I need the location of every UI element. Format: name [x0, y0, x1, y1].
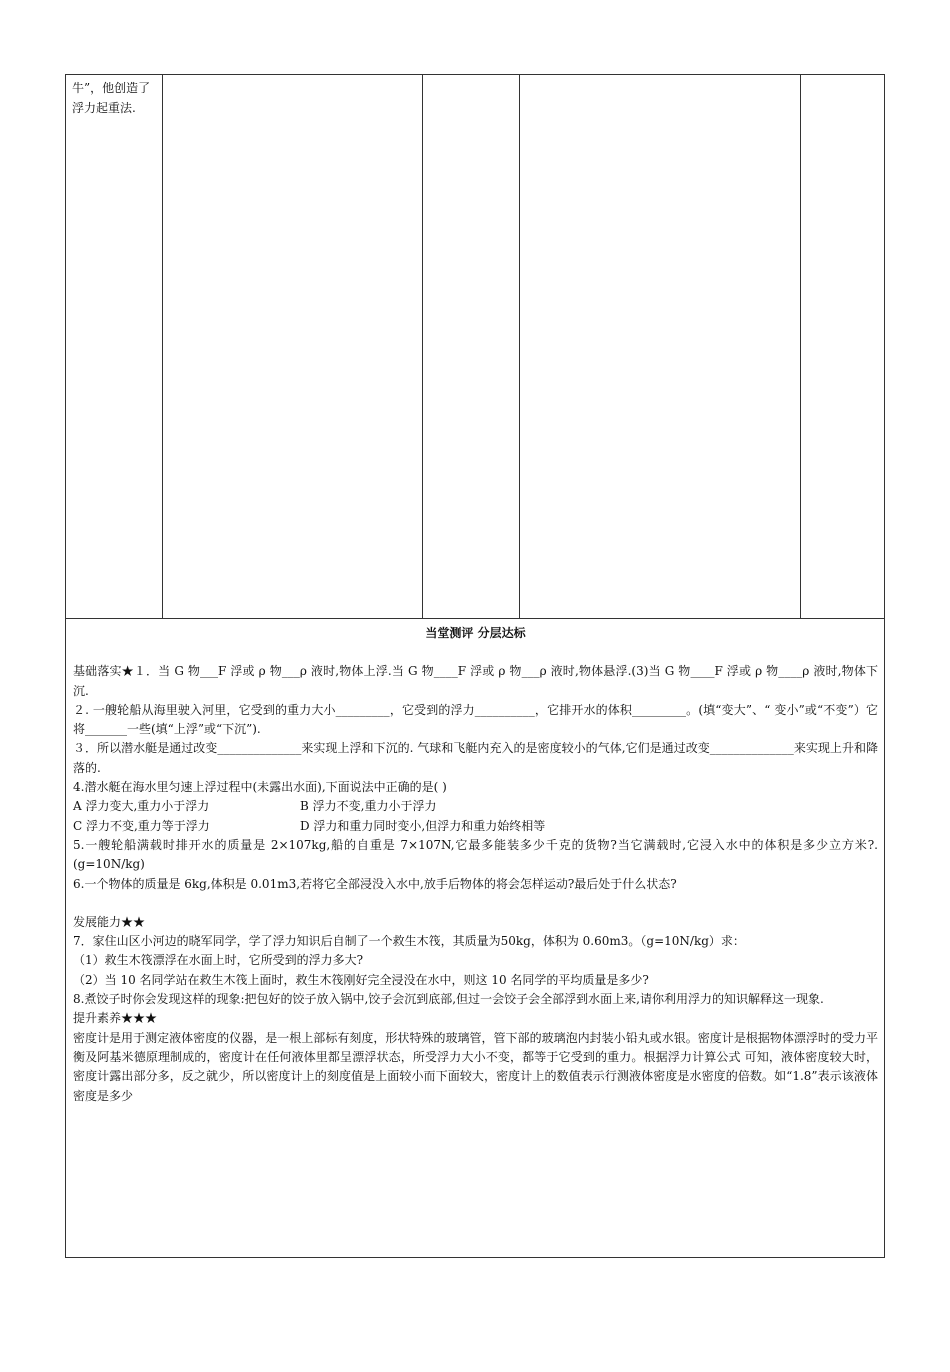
continued-cell-text: 牛”，他创造了浮力起重法.	[72, 81, 151, 115]
question-8: 8.煮饺子时你会发现这样的现象:把包好的饺子放入锅中,饺子会沉到底部,但过一会饺子会全部浮到水面上来,请你利用浮力的知识解释这一现象.	[73, 992, 824, 1007]
question-4-options-row	[73, 797, 878, 816]
option-b: B 浮力不变,重力小于浮力	[300, 799, 437, 814]
improve-text: 密度计是用于测定液体密度的仪器，是一根上部标有刻度，形状特殊的玻璃管，管下部的玻璃泡内封装小铅丸或水银。密度计是根据物体漂浮时的受力平衡及阿基米德原理制成的，密度计在任何液体里都呈漂浮状态，所受浮力大小不变，都等于它受到的重力。根据浮力计算公式 可知，液体密度较大时，密度计露出部分多，反之就少，所以密度计上的刻度值是上面较小而下面较大，密度计上的数值表示行测液体密度是水密度的倍数。如“1.8”表示该液体密度是多少	[73, 1030, 878, 1103]
question-4-options-row	[73, 817, 878, 836]
question-1: 基础落实★１．当 G 物___F 浮或 ρ 物___ρ 液时,物体上浮.当 G 物____F 浮或 ρ 物___ρ 液时,物体悬浮.(3)当 G 物____F 浮或 ρ 物____ρ 液时,物体下沉.	[73, 664, 878, 698]
question-7-part-1: （1）救生木筏漂浮在水面上时，它所受到的浮力多大?	[73, 953, 364, 968]
section-title: 当堂测评 分层达标	[425, 626, 526, 640]
improve-title: 提升素养★★★	[73, 1011, 158, 1026]
question-2: ２. 一艘轮船从海里驶入河里，它受到的重力大小_________，它受到的浮力__________，它排开水的体积_________。(填“变大”、“ 变小”或“不变”）它将_______一些(填“上浮”或“下沉”).	[73, 702, 878, 737]
question-3: ３．所以潜水艇是通过改变______________来实现上浮和下沉的. 气球和飞艇内充入的是密度较小的气体,它们是通过改变______________来实现上升和降落的.	[73, 741, 878, 775]
continued-table-row	[66, 75, 884, 619]
column-divider	[422, 75, 423, 618]
question-7-part-2: （2）当 10 名同学站在救生木筏上面时，救生木筏刚好完全浸没在水中，则这 10 名同学的平均质量是多少?	[73, 972, 649, 987]
column-divider	[519, 75, 520, 618]
question-7: 7．家住山区小河边的晓军同学，学了浮力知识后自制了一个救生木筏，其质量为50kg，体积为 0.60m3。（g=10N/kg）求：	[73, 934, 745, 949]
option-d: D 浮力和重力同时变小,但浮力和重力始终相等	[300, 818, 546, 833]
column-divider	[162, 75, 163, 618]
worksheet-table	[65, 74, 885, 1258]
question-6: 6.一个物体的质量是 6kg,体积是 0.01m3,若将它全部浸没入水中,放手后物体的将会怎样运动?最后处于什么状态?	[73, 876, 677, 891]
option-c: C 浮力不变,重力等于浮力	[73, 818, 210, 833]
column-divider	[800, 75, 801, 618]
assessment-section	[66, 619, 884, 1257]
question-4: 4.潜水艇在海水里匀速上浮过程中(未露出水面),下面说法中正确的是( )	[73, 780, 447, 795]
option-a: A 浮力变大,重力小于浮力	[73, 799, 210, 814]
question-5: 5.一艘轮船满载时排开水的质量是 2×107kg,船的自重是 7×107N,它最多能装多少千克的货物?当它满载时,它浸入水中的体积是多少立方米?.(g=10N/kg)	[73, 837, 878, 872]
develop-title: 发展能力★★	[73, 914, 146, 929]
